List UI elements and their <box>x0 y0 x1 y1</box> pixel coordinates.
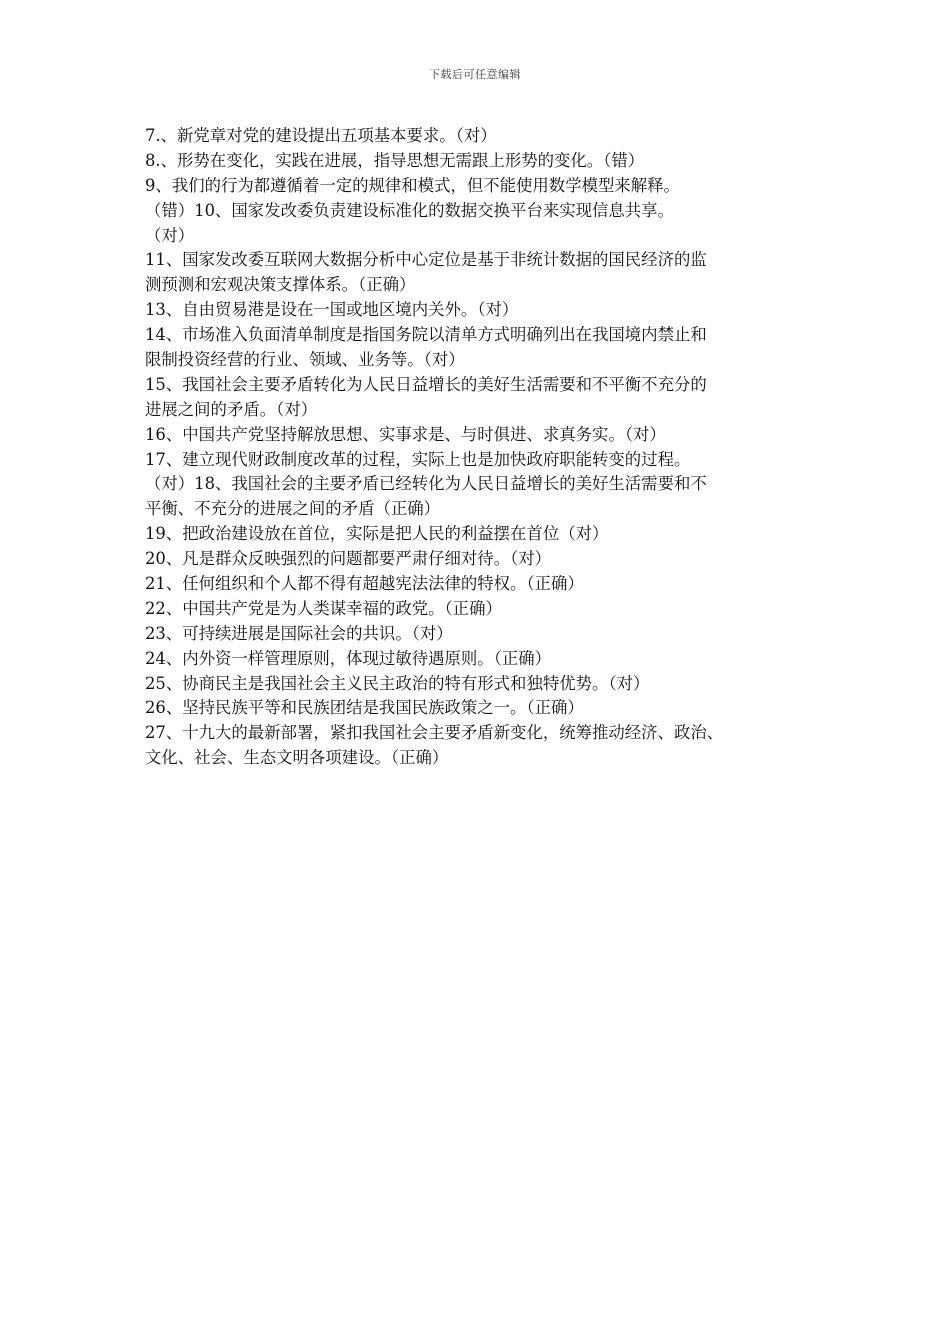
document-body <box>145 124 825 771</box>
page-header: 下载后可任意编辑 <box>429 68 521 81</box>
text-line: 文化、社会、生态文明各项建设。（正确） <box>145 748 449 768</box>
text-line: 平衡、不充分的进展之间的矛盾（正确） <box>145 499 441 519</box>
text-line: （对）18、我国社会的主要矛盾已经转化为人民日益增长的美好生活需要和不 <box>145 474 707 494</box>
text-line: 20、凡是群众反映强烈的问题都要严肃仔细对待。（对） <box>145 549 552 569</box>
text-line: 24、内外资一样管理原则，体现过敏待遇原则。（正确） <box>145 648 552 668</box>
text-line: 14、市场准入负面清单制度是指国务院以清单方式明确列出在我国境内禁止和 <box>145 325 707 345</box>
text-line: 8.、形势在变化，实践在进展，指导思想无需跟上形势的变化。（错） <box>145 150 645 170</box>
text-line: 11、国家发改委互联网大数据分析中心定位是基于非统计数据的国民经济的监 <box>145 250 707 270</box>
text-line: 9、我们的行为都遵循着一定的规律和模式，但不能使用数学模型来解释。 <box>145 175 680 195</box>
text-line: （错）10、国家发改委负责建设标准化的数据交换平台来实现信息共享。 <box>145 200 674 220</box>
text-line: 限制投资经营的行业、领域、业务等。（对） <box>145 350 465 370</box>
text-line: 进展之间的矛盾。（对） <box>145 399 318 419</box>
text-line: 17、建立现代财政制度改革的过程，实际上也是加快政府职能转变的过程。 <box>145 449 691 469</box>
text-line: 15、我国社会主要矛盾转化为人民日益增长的美好生活需要和不平衡不充分的 <box>145 374 707 394</box>
text-line: 25、协商民主是我国社会主义民主政治的特有形式和独特优势。（对） <box>145 673 650 693</box>
text-line: 23、可持续进展是国际社会的共识。（对） <box>145 623 453 643</box>
text-line: 21、任何组织和个人都不得有超越宪法法律的特权。（正确） <box>145 574 584 594</box>
text-line: 26、坚持民族平等和民族团结是我国民族政策之一。（正确） <box>145 698 584 718</box>
text-line: 22、中国共产党是为人类谋幸福的政党。（正确） <box>145 598 502 618</box>
text-line: 测预测和宏观决策支撑体系。（正确） <box>145 275 416 295</box>
text-line: 13、自由贸易港是设在一国或地区境内关外。（对） <box>145 300 519 320</box>
text-line: （对） <box>145 225 195 245</box>
text-line: 19、把政治建设放在首位，实际是把人民的利益摆在首位（对） <box>145 524 609 544</box>
text-line: 27、十九大的最新部署，紧扣我国社会主要矛盾新变化，统筹推动经济、政治、 <box>145 723 724 743</box>
text-line: 7.、新党章对党的建设提出五项基本要求。（对） <box>145 126 497 145</box>
text-line: 16、中国共产党坚持解放思想、实事求是、与时俱进、求真务实。（对） <box>145 424 666 444</box>
